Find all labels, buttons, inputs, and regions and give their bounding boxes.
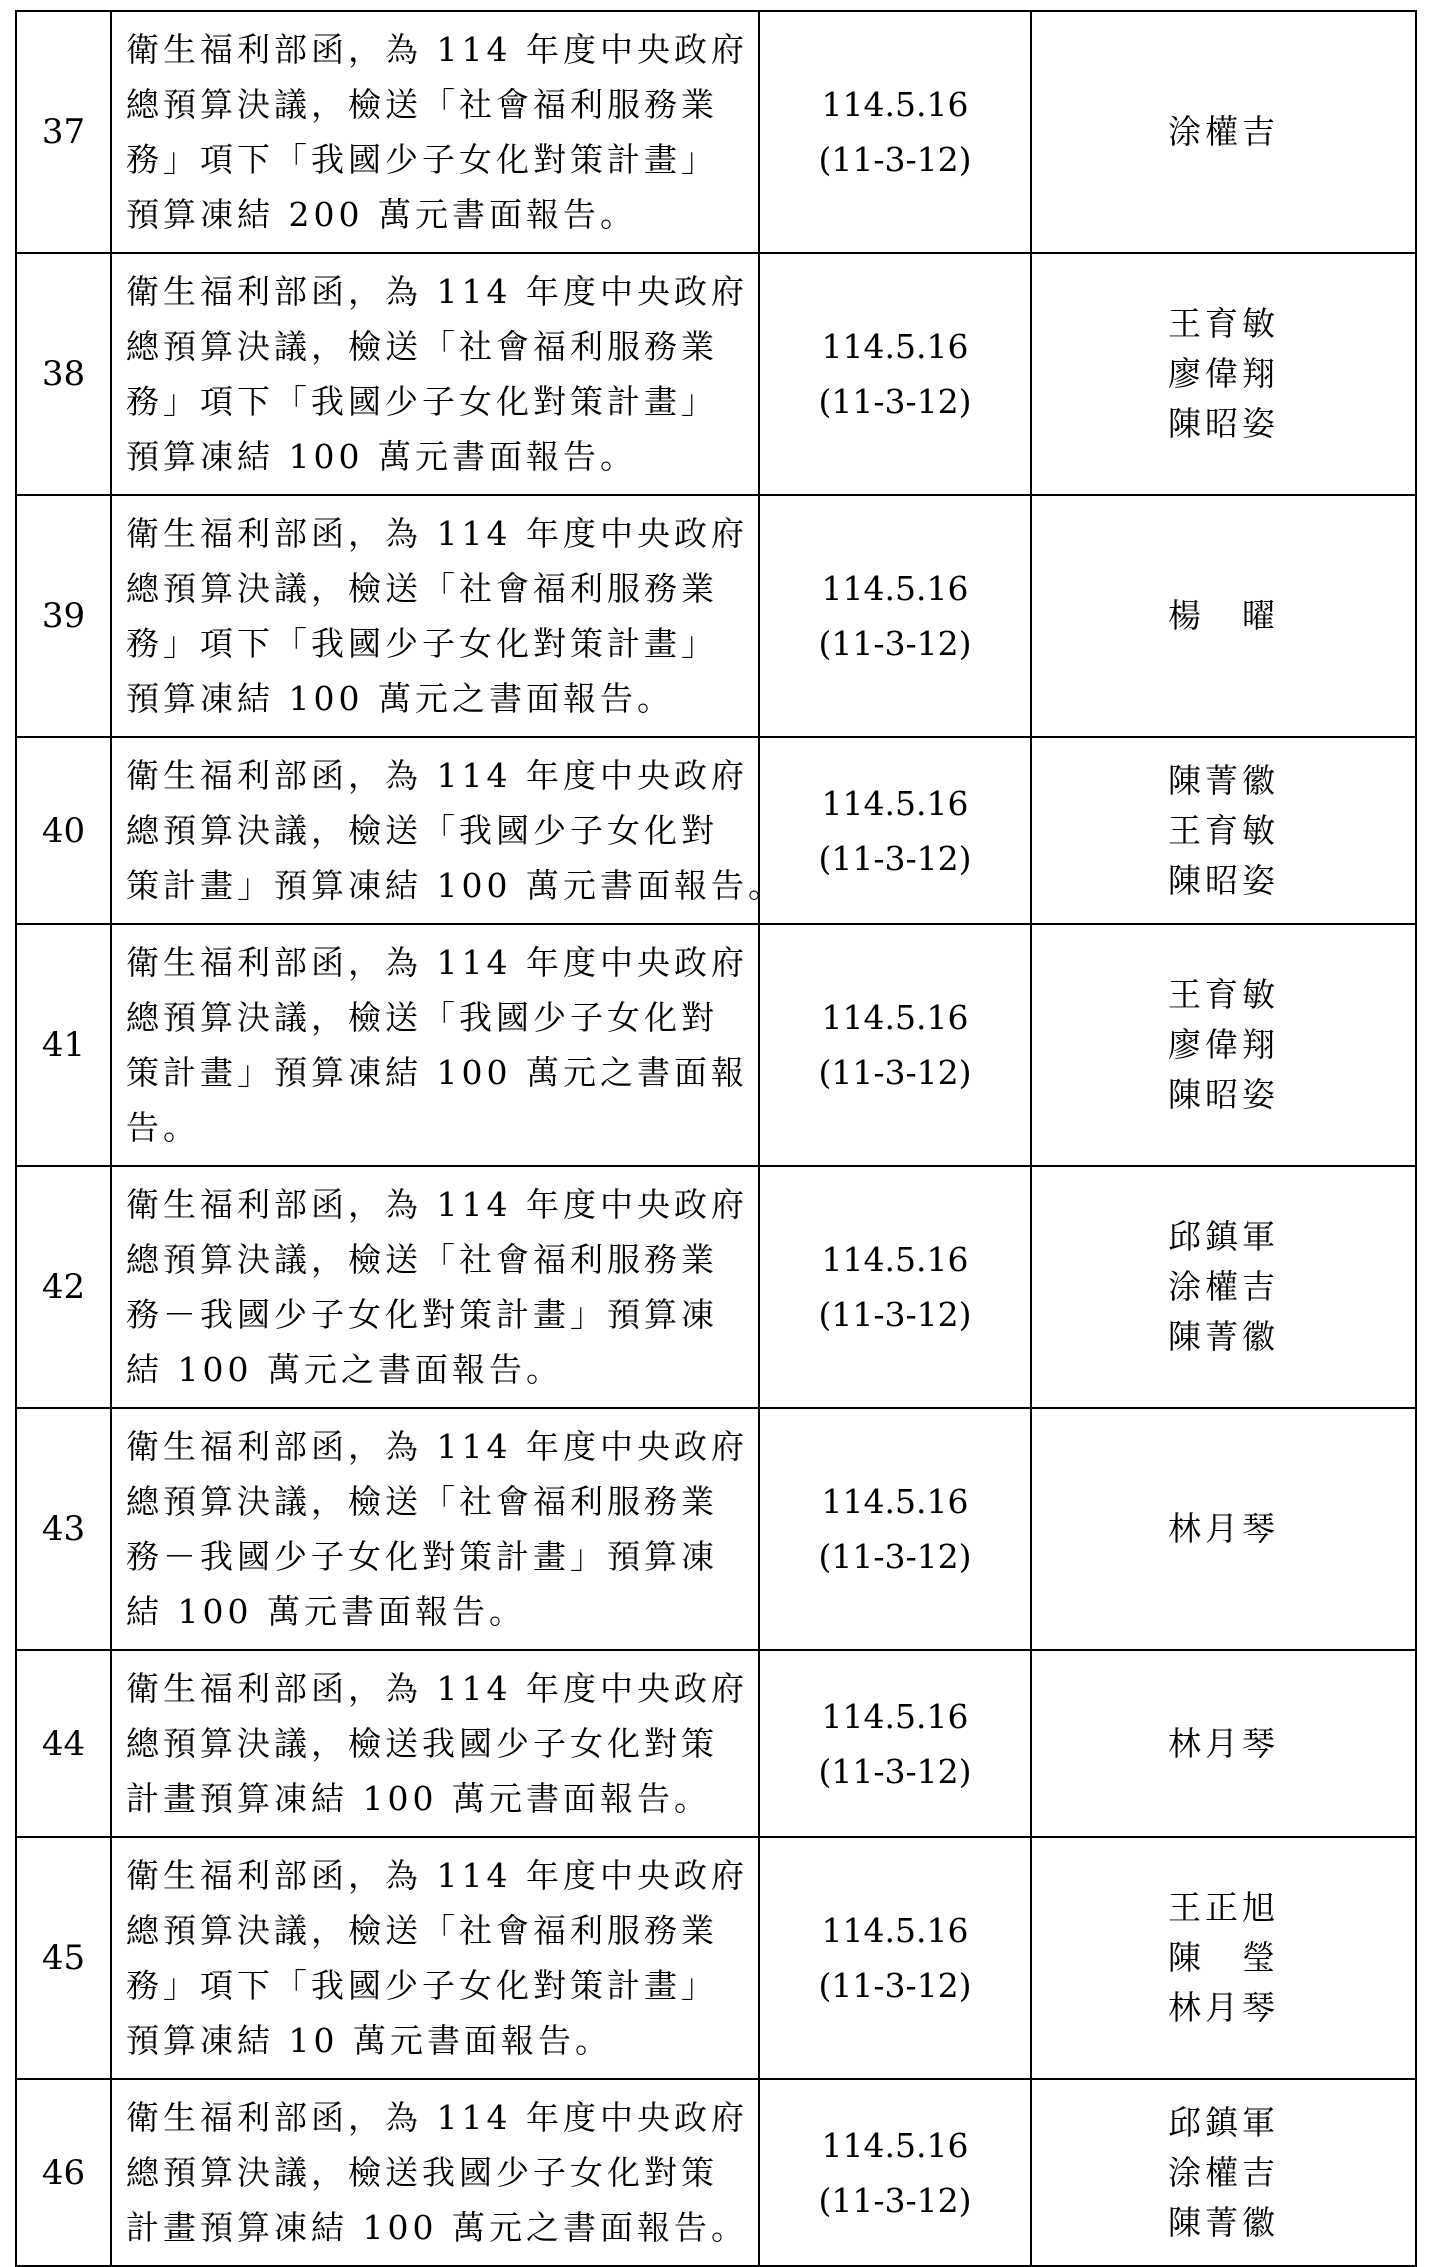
description-line: 結 100 萬元書面報告。 [126,1592,526,1631]
row-names-cell [1031,1408,1416,1650]
description-line: 衛生福利部函，為 114 年度中央政府 [126,1856,748,1895]
description-line: 衛生福利部函，為 114 年度中央政府 [126,514,748,553]
row-date: 114.5.16 [821,327,969,366]
row-date-cell [759,253,1031,495]
row-number: 42 [16,1166,111,1408]
table-row [16,253,1416,495]
row-names-cell [1031,11,1416,253]
row-date-cell [759,1837,1031,2079]
description-line: 預算凍結 100 萬元之書面報告。 [126,679,674,718]
legislator-name: 楊 曜 [1168,596,1279,635]
row-description [111,495,759,737]
row-number: 44 [16,1650,111,1837]
row-description [111,253,759,495]
row-date: 114.5.16 [821,569,969,608]
table-body [16,11,1416,2266]
row-description [111,1408,759,1650]
description-line: 衛生福利部函，為 114 年度中央政府 [126,1427,748,1466]
row-names-cell [1031,737,1416,924]
description-line: 總預算決議，檢送「社會福利服務業 [126,85,718,124]
row-code: (11-3-12) [818,1537,972,1576]
description-line: 總預算決議，檢送「社會福利服務業 [126,569,718,608]
legislator-name: 王育敏 [1168,975,1279,1014]
legislator-name: 邱鎮軍 [1168,2102,1279,2142]
row-description [111,1837,759,2079]
description-line: 衛生福利部函，為 114 年度中央政府 [126,2098,748,2137]
row-description [111,737,785,924]
description-line: 務－我國少子女化對策計畫」預算凍 [126,1537,718,1576]
row-date-cell [759,2079,1031,2266]
row-date: 114.5.16 [821,1482,969,1521]
description-line: 總預算決議，檢送「我國少子女化對 [126,998,718,1037]
legislator-name: 涂權吉 [1168,2152,1279,2192]
description-line: 務」項下「我國少子女化對策計畫」 [126,382,718,421]
row-description [111,11,759,253]
legislator-name: 陳昭姿 [1168,1075,1279,1114]
description-line: 預算凍結 100 萬元書面報告。 [126,437,637,476]
description-line: 策計畫」預算凍結 100 萬元之書面報 [126,1053,748,1092]
description-line: 衛生福利部函，為 114 年度中央政府 [126,943,748,982]
legislator-name: 林月琴 [1168,1723,1279,1763]
legislator-name: 陳 瑩 [1168,1938,1279,1977]
table-row [16,2079,1416,2266]
row-number: 37 [16,11,111,253]
legislator-name: 王育敏 [1168,304,1279,343]
description-line: 總預算決議，檢送「社會福利服務業 [126,1911,718,1950]
table-row [16,1166,1416,1408]
legislator-name: 涂權吉 [1168,1267,1279,1306]
description-line: 衛生福利部函，為 114 年度中央政府 [126,756,748,795]
row-names-cell [1031,495,1416,737]
legislator-name: 廖偉翔 [1168,1025,1279,1064]
row-names-cell [1031,1166,1416,1408]
description-line: 衛生福利部函，為 114 年度中央政府 [126,30,748,69]
table-row [16,1650,1416,1837]
row-number: 46 [16,2079,111,2266]
row-description [111,2079,759,2266]
description-line: 務」項下「我國少子女化對策計畫」 [126,1966,718,2005]
description-line: 計畫預算凍結 100 萬元之書面報告。 [126,2208,748,2247]
row-date-cell [759,737,1031,924]
table-row [16,924,1416,1166]
row-number: 40 [16,737,111,924]
table-row [16,1837,1416,2079]
row-number: 43 [16,1408,111,1650]
legislator-name: 林月琴 [1168,1988,1279,2027]
row-date: 114.5.16 [821,1240,969,1279]
row-code: (11-3-12) [818,140,972,179]
row-date-cell [759,1166,1031,1408]
table-row [16,11,1416,253]
row-number: 39 [16,495,111,737]
row-code: (11-3-12) [818,624,972,663]
row-names-cell [1031,1837,1416,2079]
description-line: 總預算決議，檢送我國少子女化對策 [126,1724,718,1763]
description-line: 計畫預算凍結 100 萬元書面報告。 [126,1779,711,1818]
row-description [111,1650,759,1837]
legislator-name: 王正旭 [1168,1888,1279,1927]
table-row [16,1408,1416,1650]
description-line: 務」項下「我國少子女化對策計畫」 [126,140,718,179]
row-date: 114.5.16 [821,783,969,823]
row-date-cell [759,924,1031,1166]
row-date-cell [759,1408,1031,1650]
description-line: 總預算決議，檢送我國少子女化對策 [126,2153,718,2192]
legislator-name: 王育敏 [1168,810,1279,850]
legislator-name: 陳菁徽 [1168,760,1279,800]
legislator-name: 陳昭姿 [1168,404,1279,443]
description-line: 衛生福利部函，為 114 年度中央政府 [126,1669,748,1708]
row-names-cell [1031,1650,1416,1837]
description-line: 務－我國少子女化對策計畫」預算凍 [126,1295,718,1334]
description-line: 總預算決議，檢送「社會福利服務業 [126,327,718,366]
legislator-name: 邱鎮軍 [1168,1217,1279,1256]
description-line: 預算凍結 200 萬元書面報告。 [126,195,637,234]
description-line: 衛生福利部函，為 114 年度中央政府 [126,272,748,311]
legislator-name: 陳昭姿 [1168,860,1279,900]
description-line: 告。 [126,1108,200,1147]
row-code: (11-3-12) [818,838,972,878]
row-date: 114.5.16 [821,2125,969,2165]
description-line: 衛生福利部函，為 114 年度中央政府 [126,1185,748,1224]
description-line: 結 100 萬元之書面報告。 [126,1350,563,1389]
row-names-cell [1031,924,1416,1166]
legislator-name: 涂權吉 [1168,112,1279,151]
row-date-cell [759,495,1031,737]
legislator-name: 陳菁徽 [1168,1317,1279,1356]
description-line: 務」項下「我國少子女化對策計畫」 [126,624,718,663]
description-line: 總預算決議，檢送「我國少子女化對 [126,811,718,850]
row-date: 114.5.16 [821,998,969,1037]
row-code: (11-3-12) [818,382,972,421]
row-code: (11-3-12) [818,1966,972,2005]
row-code: (11-3-12) [818,2180,972,2220]
row-code: (11-3-12) [818,1751,972,1791]
legislator-name: 廖偉翔 [1168,354,1279,393]
legislator-name: 陳菁徽 [1168,2202,1279,2242]
table-row [16,737,1416,924]
agenda-table [15,10,1417,2267]
description-line: 策計畫」預算凍結 100 萬元書面報告。 [126,866,785,905]
row-date-cell [759,1650,1031,1837]
description-line: 總預算決議，檢送「社會福利服務業 [126,1240,718,1279]
row-code: (11-3-12) [818,1295,972,1334]
row-number: 38 [16,253,111,495]
description-line: 總預算決議，檢送「社會福利服務業 [126,1482,718,1521]
row-number: 45 [16,1837,111,2079]
row-names-cell [1031,253,1416,495]
table-row [16,495,1416,737]
row-names-cell [1031,2079,1416,2266]
row-code: (11-3-12) [818,1053,972,1092]
row-description [111,924,759,1166]
row-date: 114.5.16 [821,85,969,124]
row-date: 114.5.16 [821,1911,969,1950]
row-number: 41 [16,924,111,1166]
row-date-cell [759,11,1031,253]
legislator-name: 林月琴 [1168,1509,1279,1548]
row-date: 114.5.16 [821,1696,969,1736]
row-description [111,1166,759,1408]
description-line: 預算凍結 10 萬元書面報告。 [126,2021,612,2060]
